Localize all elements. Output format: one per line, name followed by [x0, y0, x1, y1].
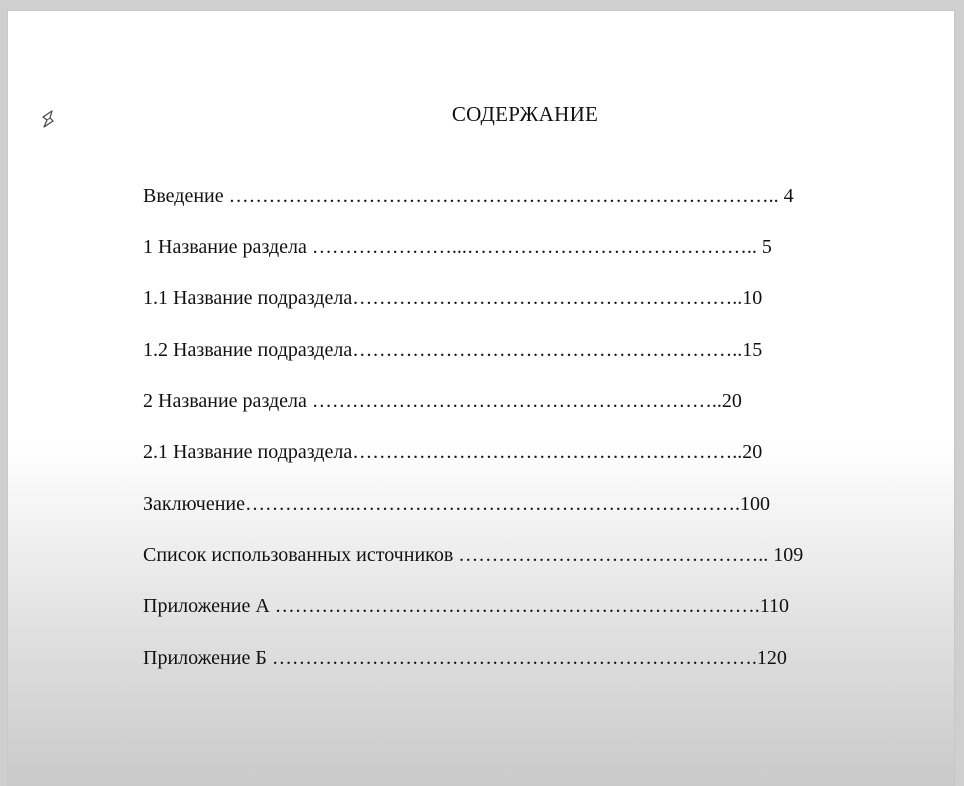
toc-entry-subsection-1-1[interactable]: 1.1 Название подраздела…………………………………………………..10	[143, 287, 763, 309]
toc-entry-section-1[interactable]: 1 Название раздела …………………...…………………………………….. 5	[143, 236, 772, 258]
toc-entry-appendix-b[interactable]: Приложение Б ……………………………………………………………….120	[143, 647, 787, 669]
toc-entry-conclusion[interactable]: Заключение……………..………………………………………………….100	[143, 493, 770, 515]
toc-entry-introduction[interactable]: Введение ……………………………………………………………………….. 4	[143, 185, 794, 207]
toc-entry-subsection-2-1[interactable]: 2.1 Название подраздела…………………………………………………..20	[143, 441, 763, 463]
document-page[interactable]	[7, 10, 955, 786]
toc-entry-section-2[interactable]: 2 Название раздела ……………………………………………………..20	[143, 390, 742, 412]
toc-heading: СОДЕРЖАНИЕ	[451, 102, 599, 126]
toc-entry-subsection-1-2[interactable]: 1.2 Название подраздела…………………………………………………..15	[143, 339, 763, 361]
toc-entry-references[interactable]: Список использованных источников ……………………………………….. 109	[143, 544, 804, 566]
toc-entry-appendix-a[interactable]: Приложение А ……………………………………………………………….110	[143, 595, 790, 617]
